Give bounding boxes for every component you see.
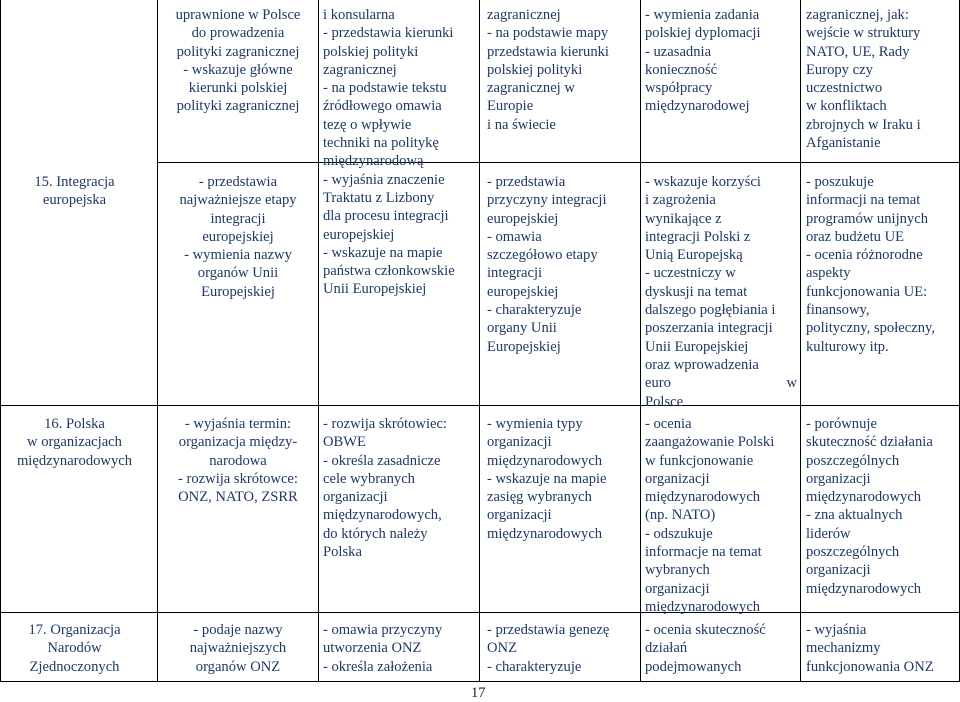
requirements-cell	[487, 621, 632, 676]
text-line: organizacji	[487, 434, 552, 451]
text-line: - wyjaśnia znaczenie	[323, 171, 445, 188]
text-line: i na świecie	[487, 116, 556, 133]
requirements-cell	[806, 621, 956, 676]
text-line: - odszukuje	[645, 525, 713, 542]
text-line: oraz wprowadzenia	[645, 356, 759, 373]
text-line: - wyjaśnia termin:	[184, 416, 292, 432]
text-line: - wskazuje główne	[183, 61, 293, 78]
text-line: najważniejsze etapy	[179, 192, 297, 209]
requirements-cell	[166, 173, 310, 301]
text-line: polityki zagranicznej	[176, 43, 300, 60]
requirements-cell	[806, 6, 956, 152]
text-line: najważniejszych	[189, 640, 287, 657]
text-line: oraz budżetu UE	[806, 228, 905, 245]
text-line: 16. Polska	[44, 416, 105, 432]
text-line: narodowa	[209, 452, 267, 469]
text-line: międzynarodowych	[487, 452, 603, 469]
text-line: międzynarodowych	[806, 489, 922, 506]
text-line: organizacja między-	[178, 434, 298, 451]
text-line	[645, 374, 797, 392]
text-line: - rozwija skrótowce:	[178, 470, 298, 487]
text-line: zasięg wybranych	[487, 489, 592, 506]
text-line: przyczyny integracji	[487, 192, 607, 209]
text-line: źródłowego omawia	[323, 98, 442, 115]
requirements-cell	[487, 6, 632, 134]
text-line: aspekty	[806, 265, 851, 282]
text-line: europejskiej	[487, 210, 559, 227]
text-line: Unii Europejskiej	[323, 281, 427, 298]
text-line: poszerzania integracji	[645, 320, 773, 337]
text-line: - omawia przyczyny	[323, 622, 443, 638]
table-border-left	[0, 0, 1, 681]
requirements-cell	[323, 6, 471, 299]
text-line: do prowadzenia	[191, 25, 285, 42]
text-line: organizacji	[323, 489, 388, 506]
text-line: (np. NATO)	[645, 507, 716, 524]
text-line: - ocenia skuteczność	[645, 622, 766, 638]
text-line: do których należy	[323, 525, 428, 542]
table-border-bottom	[0, 681, 960, 682]
requirements-cell	[645, 621, 797, 676]
text-line: - określa założenia	[323, 658, 433, 675]
text-line: skuteczność działania	[806, 434, 933, 451]
column-divider	[640, 0, 641, 681]
text-line: międzynarodowych	[645, 598, 761, 615]
text-line: kierunki polskiej	[188, 80, 288, 97]
text-line: mechanizmy	[806, 640, 881, 657]
text-line: - uzasadnia	[645, 43, 712, 60]
requirements-cell	[487, 173, 632, 356]
text-line: - wskazuje na mapie	[487, 470, 607, 487]
row-divider	[0, 405, 960, 406]
requirements-cell	[806, 415, 956, 598]
text-line: poszczególnych	[806, 544, 900, 561]
row-divider	[0, 612, 960, 613]
text-line: europejskiej	[323, 226, 395, 243]
text-word: euro	[645, 375, 671, 392]
text-line: - przedstawia	[198, 174, 278, 190]
text-line: w konfliktach	[806, 98, 887, 115]
requirements-cell	[806, 173, 956, 356]
text-line: polskiej polityki	[487, 61, 583, 78]
text-line: - na podstawie tekstu	[323, 80, 447, 97]
text-line: Unią Europejską	[645, 247, 743, 264]
topic-cell	[4, 621, 145, 676]
text-line: wybranych	[645, 562, 710, 579]
page-number: 17	[471, 685, 486, 701]
text-line: zagranicznej w	[487, 80, 575, 97]
text-line: informacje na temat	[645, 544, 762, 561]
text-line: działań	[645, 640, 688, 657]
text-line: - wskazuje korzyści	[645, 174, 761, 190]
requirements-cell	[166, 415, 310, 506]
text-line: i konsularna	[323, 7, 395, 23]
text-line: ONZ	[487, 640, 517, 657]
text-line: organizacji	[645, 580, 710, 597]
text-line: międzynarodowej	[645, 98, 750, 115]
text-line: organizacji	[645, 470, 710, 487]
text-line: - ocenia	[645, 416, 692, 432]
text-line: - porównuje	[806, 416, 877, 432]
text-line: państwa członkowskie	[323, 263, 455, 280]
text-line: uprawnione w Polsce	[175, 7, 301, 23]
text-line: międzynarodowych	[16, 452, 133, 469]
text-line: wynikające z	[645, 210, 722, 227]
text-line: liderów	[806, 525, 851, 542]
text-line: - przedstawia	[487, 174, 566, 190]
text-line: dalszego pogłębiania i	[645, 302, 776, 319]
text-line: - charakteryzuje	[487, 658, 582, 675]
text-line: międzynarodową	[323, 153, 424, 170]
text-line: - uczestniczy w	[645, 265, 736, 282]
text-line: funkcjonowania UE:	[806, 283, 928, 300]
text-line: integracji Polski z	[645, 228, 751, 245]
column-divider	[318, 0, 319, 681]
text-line: - przedstawia kierunki	[323, 25, 454, 42]
text-line: Narodów	[47, 640, 102, 657]
requirements-cell	[487, 415, 632, 543]
topic-cell	[4, 173, 145, 210]
text-line: - wymienia zadania	[645, 7, 760, 23]
text-line: zagranicznej, jak:	[806, 7, 909, 23]
requirements-cell	[166, 621, 310, 676]
text-line: - wskazuje na mapie	[323, 244, 443, 261]
text-line: organów Unii	[197, 265, 279, 282]
text-line: dla procesu integracji	[323, 208, 449, 225]
text-line: Polska	[323, 544, 362, 561]
text-line: szczegółowo etapy	[487, 247, 598, 264]
column-divider	[800, 0, 801, 681]
text-line: NATO, UE, Rady	[806, 43, 910, 60]
text-line: Europie	[487, 98, 534, 115]
text-line: europejska	[42, 192, 107, 209]
text-word: w	[786, 375, 797, 392]
text-line: Unii Europejskiej	[645, 338, 749, 355]
text-line: - na podstawie mapy	[487, 25, 609, 42]
text-line: polskiej dyplomacji	[645, 25, 761, 42]
text-line: informacji na temat	[806, 192, 921, 209]
text-line: utworzenia ONZ	[323, 640, 422, 657]
text-line: - wymienia nazwy	[184, 247, 292, 264]
text-line: polityki zagranicznej	[176, 98, 300, 115]
text-line: programów unijnych	[806, 210, 928, 227]
text-line: dyskusji na temat	[645, 283, 748, 300]
text-line: przedstawia kierunki	[487, 43, 609, 60]
text-line: - określa zasadnicze	[323, 452, 441, 469]
text-line: Zjednoczonych	[29, 658, 120, 675]
text-line: techniki na politykę	[323, 135, 439, 152]
text-line: integracji	[210, 210, 266, 227]
text-line: uczestnictwo	[806, 80, 883, 97]
text-line: poszczególnych	[806, 452, 900, 469]
column-divider	[157, 0, 158, 681]
text-line: organy Unii	[487, 320, 557, 337]
text-line: międzynarodowych	[487, 525, 603, 542]
text-line: OBWE	[323, 434, 366, 451]
text-line: w organizacjach	[27, 434, 122, 451]
text-line: Afganistanie	[806, 135, 881, 152]
text-line: konieczność	[645, 61, 718, 78]
text-line: polityczny, społeczny,	[806, 320, 936, 337]
text-line: organizacji	[806, 562, 871, 579]
text-line: zaangażowanie Polski	[645, 434, 775, 451]
column-divider	[479, 0, 480, 681]
text-line: organizacji	[487, 507, 552, 524]
text-line: międzynarodowych	[645, 489, 761, 506]
text-line: Europy czy	[806, 61, 873, 78]
requirements-cell	[166, 6, 310, 116]
text-line: 17. Organizacja	[28, 622, 121, 638]
text-line: Traktatu z Lizbony	[323, 189, 435, 206]
text-line: - podaje nazwy	[193, 622, 283, 638]
text-line: zbrojnych w Iraku i	[806, 116, 921, 133]
text-line: współpracy	[645, 80, 713, 97]
requirements-cell	[645, 6, 797, 116]
text-line: międzynarodowych	[806, 580, 922, 597]
text-line: - charakteryzuje	[487, 302, 582, 319]
text-line: wejście w struktury	[806, 25, 921, 42]
row-divider	[157, 162, 960, 163]
text-line: Europejskiej	[201, 283, 275, 300]
text-line: europejskiej	[487, 283, 559, 300]
text-line: polskiej polityki	[323, 43, 419, 60]
text-line: Polsce	[645, 393, 684, 410]
requirements-cell	[323, 415, 471, 561]
requirements-cell	[323, 621, 471, 676]
text-line: organizacji	[806, 470, 871, 487]
text-line: europejskiej	[202, 228, 274, 245]
topic-cell	[4, 415, 145, 470]
text-line: - poszukuje	[806, 174, 874, 190]
text-line: - zna aktualnych	[806, 507, 903, 524]
text-line: zagranicznej	[487, 7, 561, 23]
text-line: w funkcjonowanie	[645, 452, 754, 469]
text-line: - wyjaśnia	[806, 622, 867, 638]
text-line: 15. Integracja	[34, 174, 115, 190]
text-line: - przedstawia genezę	[487, 622, 610, 638]
text-line: międzynarodowych,	[323, 507, 442, 524]
text-line: ONZ, NATO, ZSRR	[178, 489, 298, 506]
text-line: integracji	[487, 265, 543, 282]
text-line: - ocenia różnorodne	[806, 247, 923, 264]
text-line: cele wybranych	[323, 470, 415, 487]
text-line: - omawia	[487, 228, 542, 245]
text-line: tezę o wpływie	[323, 116, 412, 133]
text-line: zagranicznej	[323, 61, 397, 78]
text-line: - rozwija skrótowiec:	[323, 416, 448, 432]
text-line: finansowy,	[806, 302, 870, 319]
text-line: organów ONZ	[195, 658, 281, 675]
text-line: i zagrożenia	[645, 192, 716, 209]
requirements-cell	[645, 173, 797, 411]
text-line: funkcjonowania ONZ	[806, 658, 934, 675]
text-line: podejmowanych	[645, 658, 742, 675]
text-line: kulturowy itp.	[806, 338, 889, 355]
requirements-cell	[645, 415, 797, 616]
text-line: Europejskiej	[487, 338, 561, 355]
text-line: - wymienia typy	[487, 416, 583, 432]
